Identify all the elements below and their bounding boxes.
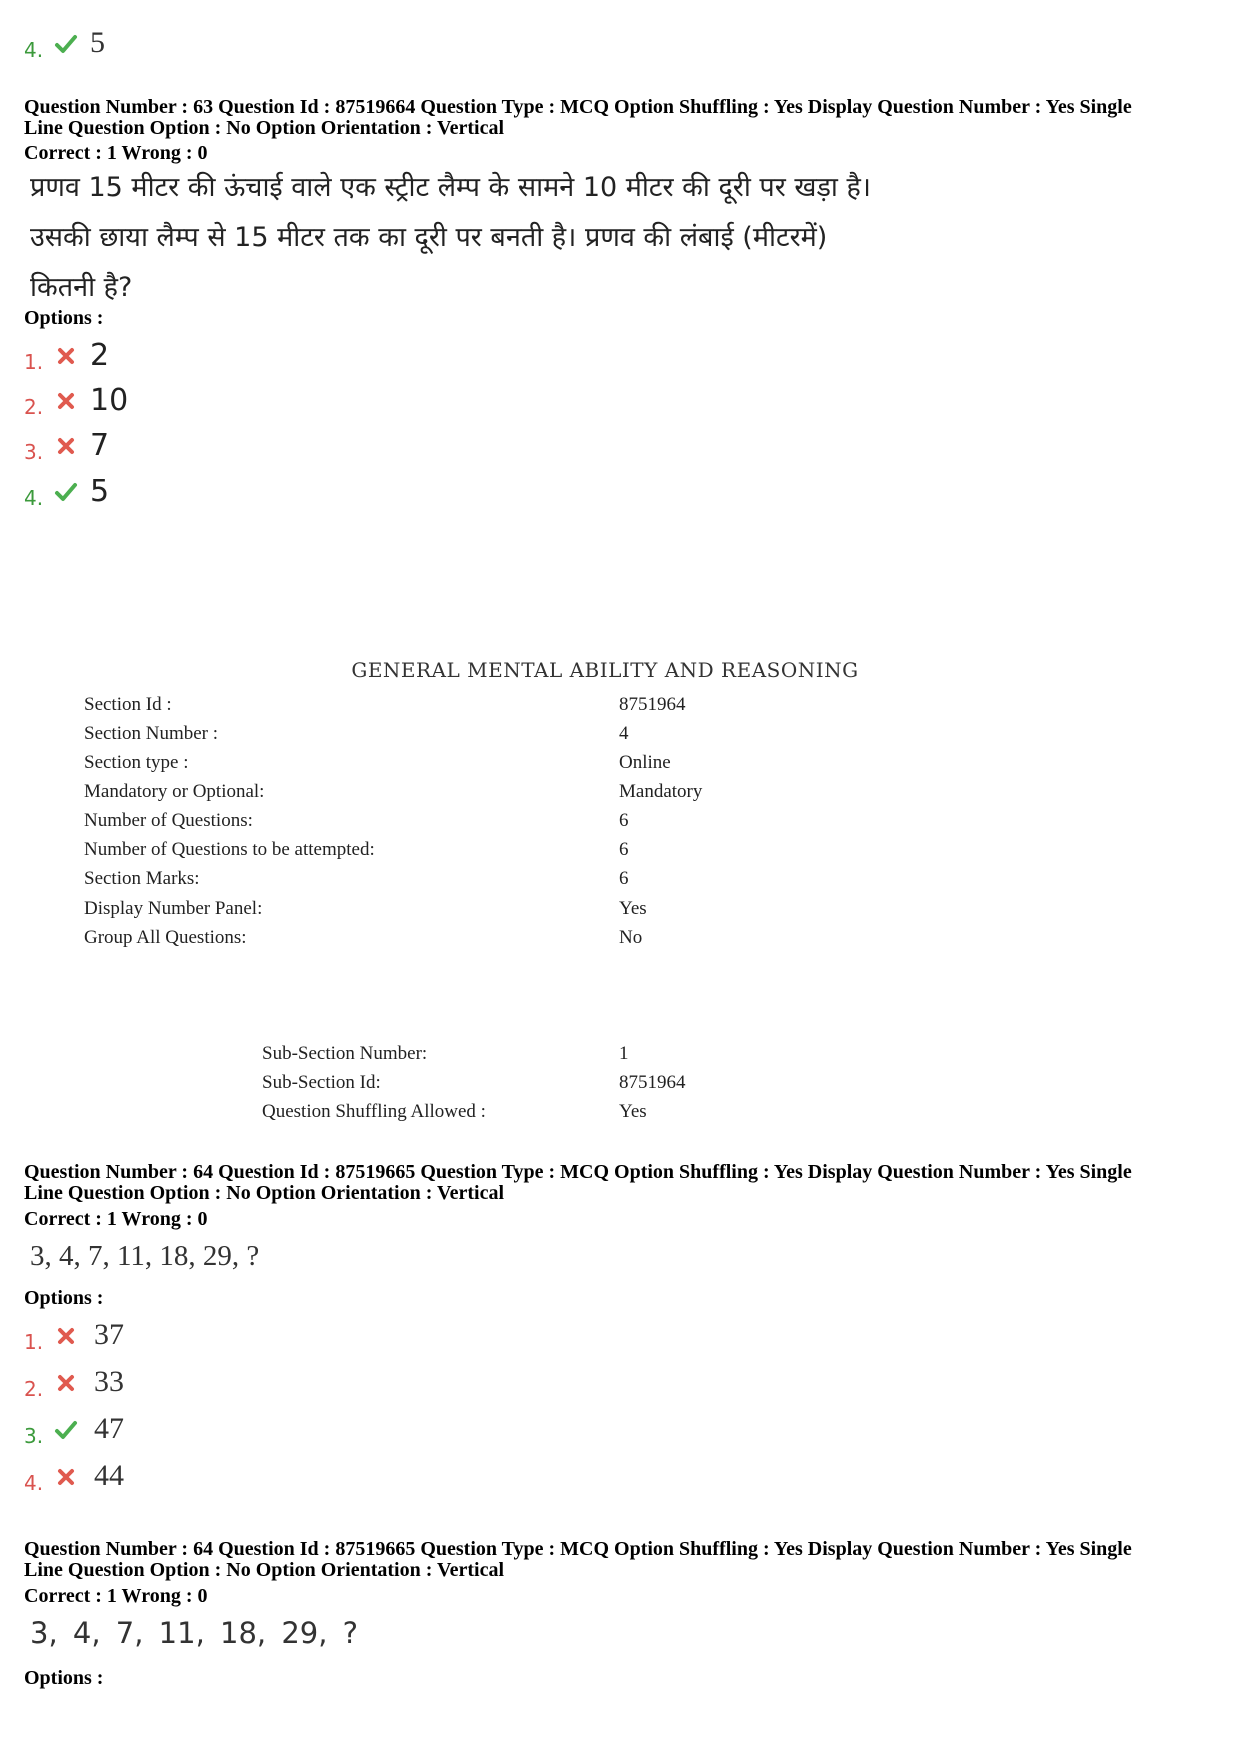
option-number: 2. <box>24 1377 44 1401</box>
marking-scheme: Correct : 1 Wrong : 0 <box>24 1585 208 1607</box>
question-header-line: Line Question Option : No Option Orientation : Vertical <box>24 1559 505 1581</box>
cross-icon <box>54 1465 78 1489</box>
option-number: 3. <box>24 1424 44 1448</box>
section-info-value: Online <box>619 752 671 773</box>
option-number: 4. <box>24 1471 44 1495</box>
subsection-info-label: Sub-Section Number: <box>262 1043 428 1064</box>
option-number: 1. <box>24 350 44 374</box>
marking-scheme: Correct : 1 Wrong : 0 <box>24 1208 208 1230</box>
option-value: 33 <box>94 1365 124 1398</box>
question-header-line: Line Question Option : No Option Orientation : Vertical <box>24 1182 505 1204</box>
marking-scheme: Correct : 1 Wrong : 0 <box>24 142 208 164</box>
section-info-label: Section type : <box>84 752 189 773</box>
question-text-line: उसकी छाया लैम्प से 15 मीटर तक का दूरी पर बनती है। प्रणव की लंबाई (मीटरमें) <box>30 222 828 253</box>
section-info-label: Section Id : <box>84 694 172 715</box>
options-label: Options : <box>24 1667 104 1689</box>
option-number: 2. <box>24 395 44 419</box>
option-value: 44 <box>94 1459 124 1492</box>
question-text-line: प्रणव 15 मीटर की ऊंचाई वाले एक स्ट्रीट लैम्प के सामने 10 मीटर की दूरी पर खड़ा है। <box>30 172 872 203</box>
section-info-value: 6 <box>619 839 629 860</box>
cross-icon <box>54 434 78 458</box>
section-info-label: Number of Questions: <box>84 810 253 831</box>
subsection-info-value: Yes <box>619 1101 647 1122</box>
question-header <box>24 97 1214 139</box>
check-icon <box>54 480 78 504</box>
subsection-info-value: 8751964 <box>619 1072 686 1093</box>
option-number: 4. <box>24 38 44 62</box>
question-header <box>24 1539 1214 1581</box>
options-label: Options : <box>24 307 104 329</box>
question-header-line: Question Number : 64 Question Id : 87519665 Question Type : MCQ Option Shuffling : Yes Display Question Number : Yes Single <box>24 1161 1132 1183</box>
section-info-label: Number of Questions to be attempted: <box>84 839 375 860</box>
section-info-value: 8751964 <box>619 694 686 715</box>
question-header-line: Question Number : 63 Question Id : 87519664 Question Type : MCQ Option Shuffling : Yes Display Question Number : Yes Single <box>24 96 1132 118</box>
option-value: 37 <box>94 1318 124 1351</box>
section-info-value: No <box>619 927 643 948</box>
cross-icon <box>54 344 78 368</box>
section-info-value: 6 <box>619 810 629 831</box>
subsection-info-label: Question Shuffling Allowed : <box>262 1101 486 1122</box>
subsection-info-value: 1 <box>619 1043 629 1064</box>
cross-icon <box>54 389 78 413</box>
option-value: 7 <box>90 428 110 463</box>
option-value: 5 <box>90 474 110 509</box>
option-number: 3. <box>24 440 44 464</box>
section-info-value: 6 <box>619 868 629 889</box>
cross-icon <box>54 1324 78 1348</box>
cross-icon <box>54 1371 78 1395</box>
question-text: 3, 4, 7, 11, 18, 29, ? <box>30 1616 359 1650</box>
section-info-value: Yes <box>619 898 647 919</box>
option-number: 4. <box>24 486 44 510</box>
section-info-label: Section Number : <box>84 723 219 744</box>
question-text: 3, 4, 7, 11, 18, 29, ? <box>30 1240 260 1272</box>
section-info-label: Group All Questions: <box>84 927 247 948</box>
question-header <box>24 1162 1214 1204</box>
question-header-line: Line Question Option : No Option Orientation : Vertical <box>24 117 505 139</box>
section-info-value: Mandatory <box>619 781 703 802</box>
question-text-line: कितनी है? <box>30 272 133 303</box>
options-label: Options : <box>24 1287 104 1309</box>
section-info-label: Section Marks: <box>84 868 200 889</box>
option-number: 1. <box>24 1330 44 1354</box>
question-header-line: Question Number : 64 Question Id : 87519665 Question Type : MCQ Option Shuffling : Yes Display Question Number : Yes Single <box>24 1538 1132 1560</box>
section-title: GENERAL MENTAL ABILITY AND REASONING <box>351 658 859 682</box>
check-icon <box>54 1418 78 1442</box>
section-info-label: Display Number Panel: <box>84 898 263 919</box>
subsection-info-label: Sub-Section Id: <box>262 1072 381 1093</box>
section-info-value: 4 <box>619 723 629 744</box>
question-text <box>30 163 1190 313</box>
check-icon <box>54 32 78 56</box>
option-value: 5 <box>90 26 105 59</box>
option-value: 47 <box>94 1412 124 1445</box>
option-value: 10 <box>90 383 129 418</box>
section-info-label: Mandatory or Optional: <box>84 781 265 802</box>
option-value: 2 <box>90 338 110 373</box>
